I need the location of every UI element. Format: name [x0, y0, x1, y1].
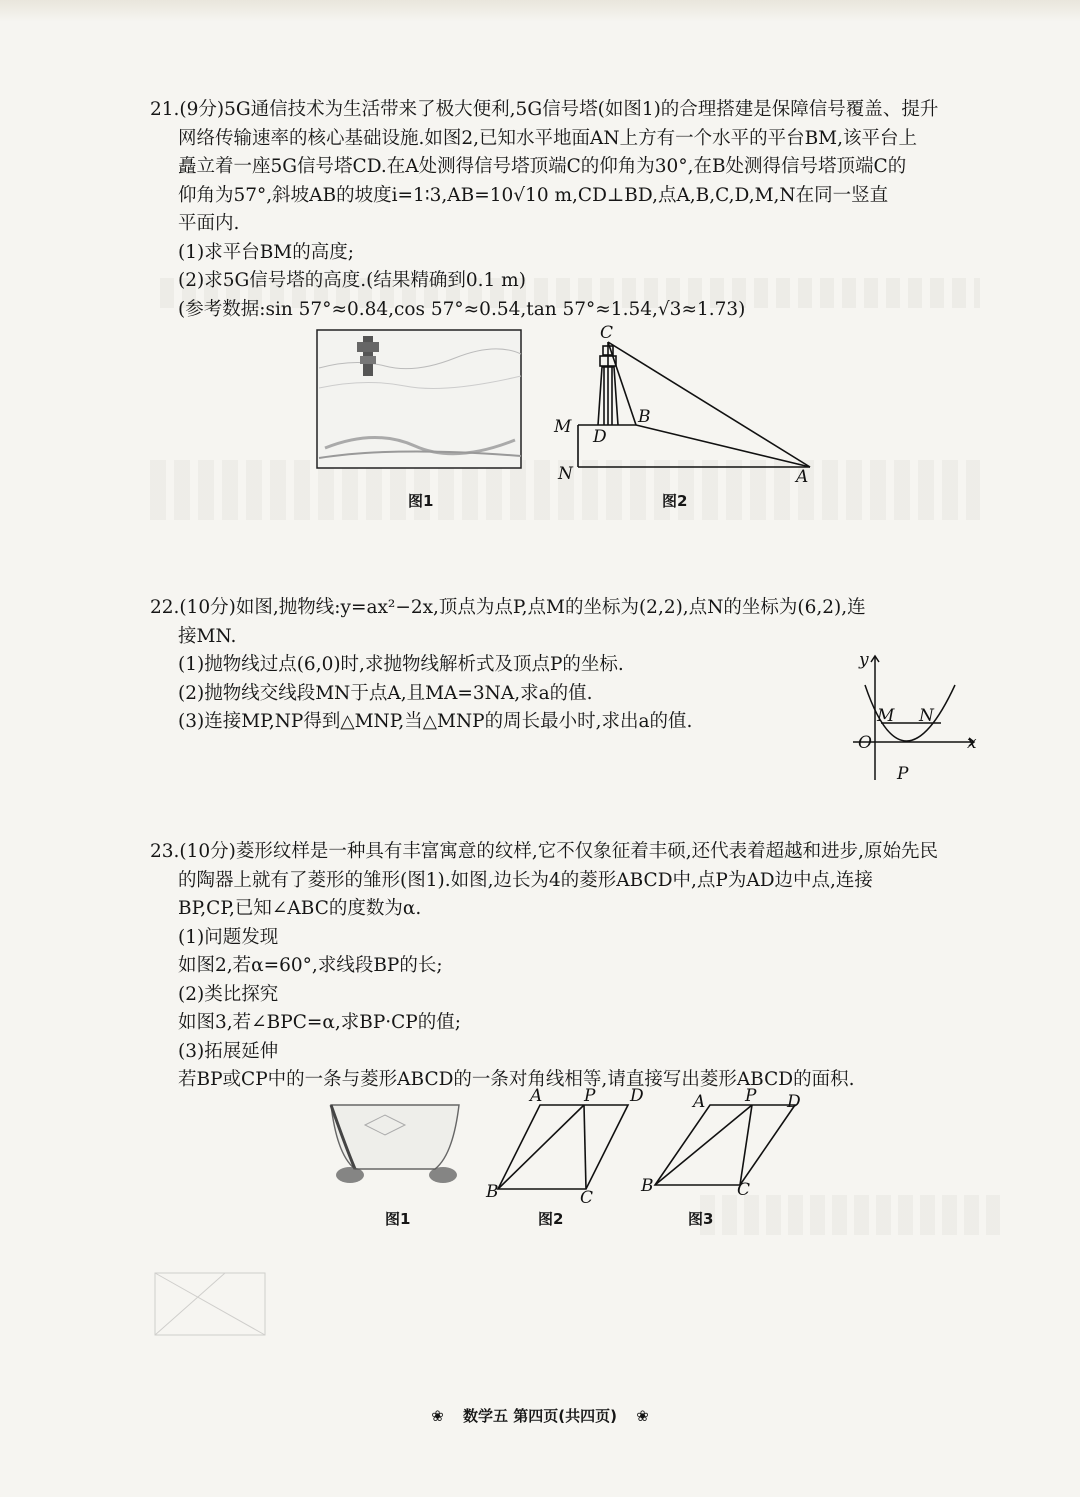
- label-A: A: [693, 1092, 706, 1112]
- q21-fig1-caption: 图1: [408, 492, 434, 510]
- q22-parabola-graph: [845, 645, 980, 785]
- q23-figure-3-rhombus: [635, 1085, 815, 1205]
- bleed-through-figure: [145, 1265, 275, 1345]
- q22-part-2: (2)抛物线交线段MN于点A,且MA=3NA,求a的值.: [178, 682, 593, 704]
- label-P: P: [897, 764, 909, 784]
- label-A: A: [796, 467, 809, 487]
- segment-CP: [740, 1105, 752, 1185]
- q23-line-3: BP,CP,已知∠ABC的度数为α.: [178, 898, 422, 919]
- segment-CP: [584, 1105, 586, 1189]
- q23-figure-2-rhombus: [480, 1085, 650, 1205]
- q23-part-3-heading: (3)拓展延伸: [178, 1040, 279, 1062]
- label-D: D: [630, 1086, 644, 1106]
- q23-part-1-text: 如图2,若α=60°,求线段BP的长;: [178, 955, 443, 976]
- rhombus-ABCD: [655, 1105, 795, 1185]
- q22-part-3: (3)连接MP,NP得到△MNP,当△MNP的周长最小时,求出a的值.: [178, 711, 693, 732]
- q21-line-1: 21.(9分)5G通信技术为生活带来了极大便利,5G信号塔(如图1)的合理搭建是保障信号覆盖、提升: [150, 99, 939, 120]
- label-D: D: [593, 427, 607, 447]
- label-C: C: [580, 1188, 594, 1205]
- rhombus-ABCD: [498, 1105, 628, 1189]
- q23-fig3-caption: 图3: [688, 1210, 714, 1228]
- q21-figure-1-photo: [315, 328, 525, 473]
- label-x: x: [967, 733, 977, 753]
- label-y: y: [859, 650, 869, 670]
- flower-icon: ❀: [431, 1407, 444, 1425]
- label-C: C: [600, 323, 614, 343]
- q21-line-3: 矗立着一座5G信号塔CD.在A处测得信号塔顶端C的仰角为30°,在B处测得信号塔顶端C的: [178, 156, 907, 177]
- q21-line-2: 网络传输速率的核心基础设施.如图2,已知水平地面AN上方有一个水平的平台BM,该平台上: [178, 127, 918, 149]
- label-B: B: [638, 407, 651, 427]
- q21-part-1: (1)求平台BM的高度;: [178, 241, 354, 263]
- paper-top-edge: [0, 0, 1080, 22]
- question-23: [150, 838, 980, 1095]
- label-C: C: [737, 1180, 751, 1200]
- q22-line-2: 接MN.: [178, 625, 237, 647]
- flower-icon: ❀: [636, 1407, 649, 1425]
- q23-part-3-text: 若BP或CP中的一条与菱形ABCD的一条对角线相等,请直接写出菱形ABCD的面积.: [178, 1069, 855, 1090]
- q23-fig2-caption: 图2: [538, 1210, 564, 1228]
- label-B: B: [641, 1176, 654, 1196]
- q23-line-2: 的陶器上就有了菱形的雏形(图1).如图,边长为4的菱形ABCD中,点P为AD边中点,连接: [178, 869, 873, 891]
- q21-part-2: (2)求5G信号塔的高度.(结果精确到0.1 m): [178, 270, 526, 291]
- q23-fig1-caption: 图1: [385, 1210, 411, 1228]
- label-P: P: [584, 1086, 596, 1106]
- label-M: M: [877, 706, 895, 726]
- q21-line-5: 平面内.: [178, 213, 240, 234]
- q23-part-2-heading: (2)类比探究: [178, 983, 279, 1005]
- q21-reference-data: (参考数据:sin 57°≈0.84,cos 57°≈0.54,tan 57°≈1.54,√3≈1.73): [178, 298, 746, 320]
- q23-part-2-text: 如图3,若∠BPC=α,求BP·CP的值;: [178, 1012, 461, 1033]
- sight-line-AC: [608, 342, 810, 467]
- segment-BP: [655, 1105, 752, 1185]
- segment-BP: [498, 1105, 584, 1189]
- question-21: [150, 96, 980, 324]
- label-N: N: [558, 464, 573, 484]
- label-P: P: [745, 1086, 757, 1106]
- label-A: A: [530, 1086, 543, 1106]
- label-D: D: [787, 1092, 801, 1112]
- q22-part-1: (1)抛物线过点(6,0)时,求抛物线解析式及顶点P的坐标.: [178, 654, 624, 675]
- q23-part-1-heading: (1)问题发现: [178, 926, 279, 948]
- q23-line-1: 23.(10分)菱形纹样是一种具有丰富寓意的纹样,它不仅象征着丰硕,还代表着超越和进步,原始先民: [150, 841, 939, 862]
- q22-line-1: 22.(10分)如图,抛物线:y=ax²−2x,顶点为点P,点M的坐标为(2,2),点N的坐标为(6,2),连: [150, 597, 866, 618]
- footer-text: 数学五 第四页(共四页): [463, 1407, 617, 1425]
- label-B: B: [486, 1182, 499, 1202]
- label-N: N: [919, 706, 934, 726]
- q21-figure-2-diagram: [548, 322, 823, 490]
- q23-figure-1-pottery-bowl: [325, 1095, 465, 1195]
- q21-line-4: 仰角为57°,斜坡AB的坡度i=1∶3,AB=10√10 m,CD⊥BD,点A,B,C,D,M,N在同一竖直: [178, 184, 889, 206]
- label-O: O: [858, 733, 872, 753]
- slope-AB: [636, 425, 810, 467]
- page-footer: [0, 1405, 1080, 1426]
- q21-fig2-caption: 图2: [662, 492, 688, 510]
- label-M: M: [554, 417, 572, 437]
